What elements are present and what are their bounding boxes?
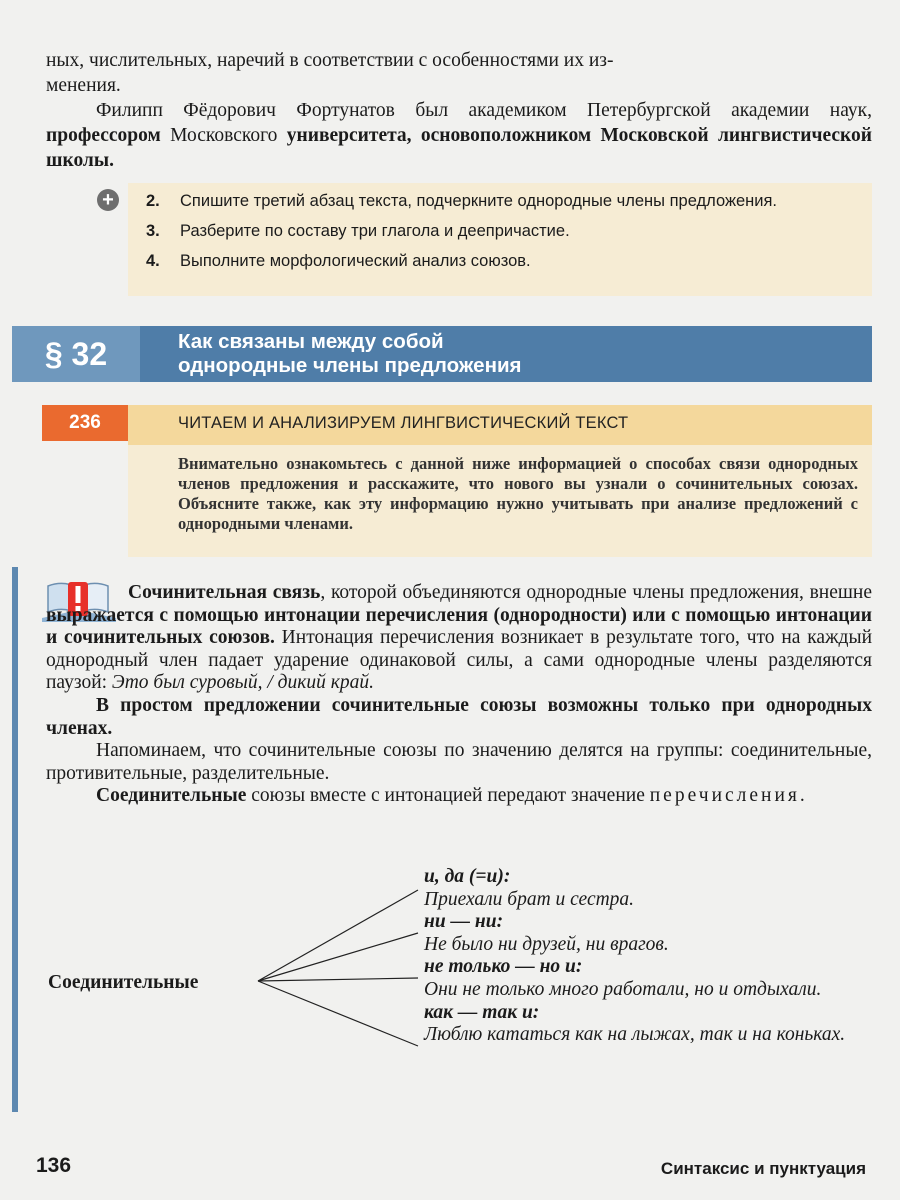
conjunction: как — так и: [424,1001,540,1023]
task-number: 3. [146,222,160,240]
conjunction: не только — но и: [424,956,583,978]
section-number: § 32 [12,326,140,382]
exercise-title: ЧИТАЕМ И АНАЛИЗИРУЕМ ЛИНГВИСТИЧЕСКИЙ ТЕКСТ [178,414,629,432]
exercise-number: 236 [42,405,128,441]
task-text: Разберите по составу три глагола и деепричастие. [180,222,570,240]
conjunction: ни — ни: [424,911,504,933]
footer-section-title: Синтаксис и пунктуация [660,1159,866,1178]
task-text: Выполните морфологический анализ союзов. [180,252,531,270]
rule-paragraph-1: Сочинительная связь, которой объединяются однородные члены предложения, внешне выражается с помощью интонации перечисления (однородности) или с помощью интонации и сочинительных союзов. Интонация перечисления возникает в результате того, что на каждый однородный член падает ударение одинаковой силы, а сами однородные члены разделяются паузой: Это был суровый, / дикий край. [46,582,872,694]
fortunatov-paragraph: Филипп Фёдорович Фортунатов был академиком Петербургской академии наук, профессором Московского университета, основоположником Московской лингвистической школы. [46,100,872,171]
rule-paragraph-2: В простом предложении сочинительные союзы возможны только при однородных членах. [46,694,872,739]
scheme-items [424,866,872,1047]
conjunction: и, да (=и): [424,866,511,887]
example-sentence: Они не только много работали, но и отдыхали. [424,978,822,1000]
example-sentence: Люблю кататься как на лыжах, так и на коньках. [424,1024,846,1046]
rule-paragraph-3: Напоминаем, что сочинительные союзы по значению делятся на группы: соединительные, противительные, разделительные. [46,740,872,784]
rule-paragraph-4: Соединительные союзы вместе с интонацией передают значение перечисления. [96,785,808,807]
exercise-text: Внимательно ознакомьтесь с данной ниже информацией о способах связи однородных членов предложения и расскажите, что нового вы узнали о сочинительных союзах. Объясните также, как эту информацию нужно учитывать при анализе предложений с однородными членами. [178,454,858,533]
task-number: 2. [146,192,160,210]
scheme-label: Соединительные [48,972,199,993]
example-sentence: Не было ни друзей, ни врагов. [424,933,669,955]
example-sentence: Приехали брат и сестра. [424,888,635,910]
task-text: Спишите третий абзац текста, подчеркните однородные члены предложения. [180,192,778,210]
page-number: 136 [36,1154,72,1177]
task-number: 4. [146,252,160,270]
section-title: Как связаны между собой однородные члены предложения [178,330,522,377]
text-line: ных, числительных, наречий в соответствии с особенностями их из- менения. [46,50,614,96]
plus-icon: + [97,189,119,211]
